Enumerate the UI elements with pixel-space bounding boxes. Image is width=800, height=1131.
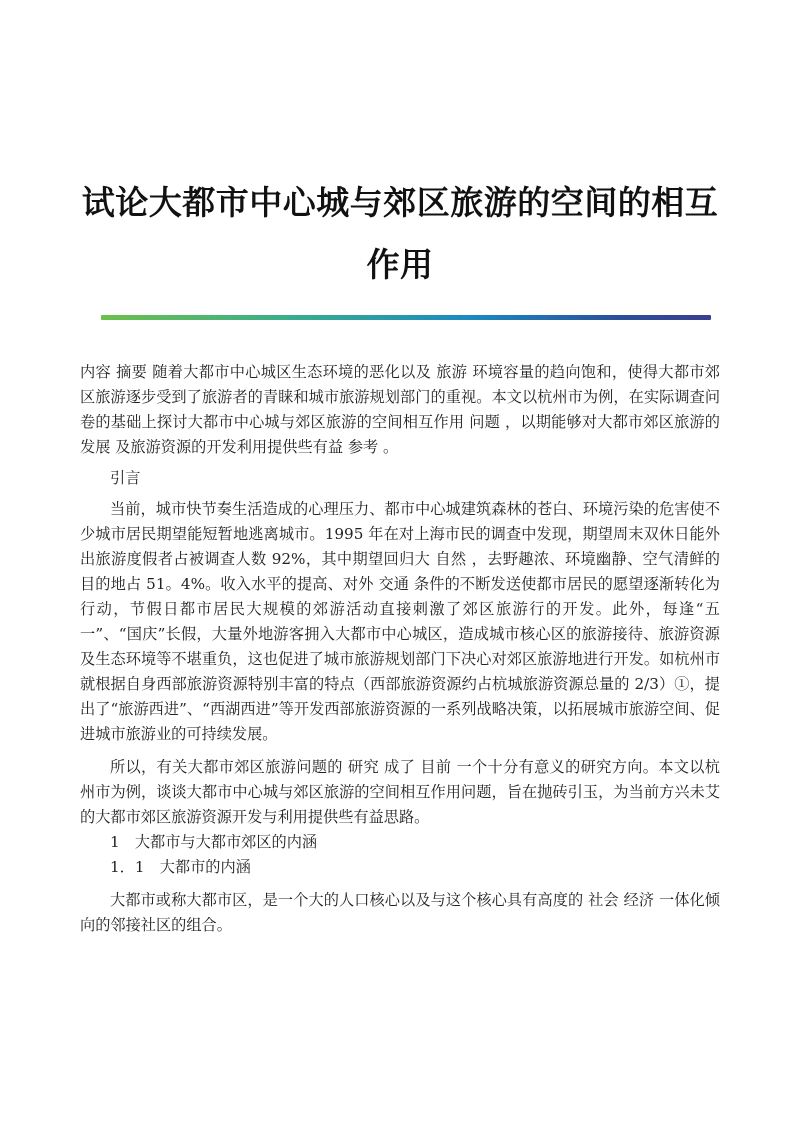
section-1-1-paragraph: 大都市或称大都市区，是一个大的人口核心以及与这个核心具有高度的 社会 经济 一体化倾向的邻接社区的组合。 (80, 891, 720, 934)
section-1-1-heading: 1．1 大都市的内涵 (110, 858, 251, 876)
section-1-heading: 1 大都市与大都市郊区的内涵 (110, 833, 318, 851)
document-body (80, 360, 720, 938)
title-line-1: 试论大都市中心城与郊区旅游的空间的相互 (81, 183, 719, 223)
intro-paragraph-1: 当前，城市快节奏生活造成的心理压力、都市中心城建筑森林的苍白、环境污染的危害使不少城市居民期望能短暂地逃离城市。1995 年在对上海市民的调查中发现，期望周末双休日能外出旅游度假者占被调查人数 92%，其中期望回归大 自然 ，去野趣浓、环境幽静、空气清鲜的目的地占 51。4%。收入水平的提高、对外 交通 条件的不断发送使都市居民的愿望逐渐转化为行动，节假日都市居民大规模的郊游活动直接刺激了郊区旅游行的开发。此外，每逢“五一”、“国庆”长假，大量外地游客拥入大都市中心城区，造成城市核心区的旅游接待、旅游资源及生态环境等不堪重负，这也促进了城市旅游规划部门下决心对郊区旅游地进行开发。如杭州市就根据自身西部旅游资源特别丰富的特点（西部旅游资源约占杭城旅游资源总量的 2/3）①，提出了“旅游西进”、“西湖西进”等开发西部旅游资源的一系列战略决策，以拓展城市旅游空间、促进城市旅游业的可持续发展。 (80, 500, 720, 743)
title-line-2: 作用 (366, 245, 434, 285)
intro-paragraph-2: 所以，有关大都市郊区旅游问题的 研究 成了 目前 一个十分有意义的研究方向。本文以杭州市为例，谈谈大都市中心城与郊区旅游的空间相互作用问题，旨在抛砖引玉，为当前方兴未艾的大都市郊区旅游资源开发与利用提供些有益思路。 (80, 758, 720, 826)
document-title (80, 172, 720, 296)
abstract-paragraph: 内容 摘要 随着大都市中心城区生态环境的恶化以及 旅游 环境容量的趋向饱和，使得大都市郊区旅游逐步受到了旅游者的青睐和城市旅游规划部门的重视。本文以杭州市为例，在实际调查问卷的基础上探讨大都市中心城与郊区旅游的空间相互作用 问题 ，以期能够对大都市郊区旅游的 发展 及旅游资源的开发利用提供些有益 参考 。 (80, 363, 720, 456)
title-divider (101, 315, 711, 320)
intro-heading: 引言 (110, 469, 141, 487)
